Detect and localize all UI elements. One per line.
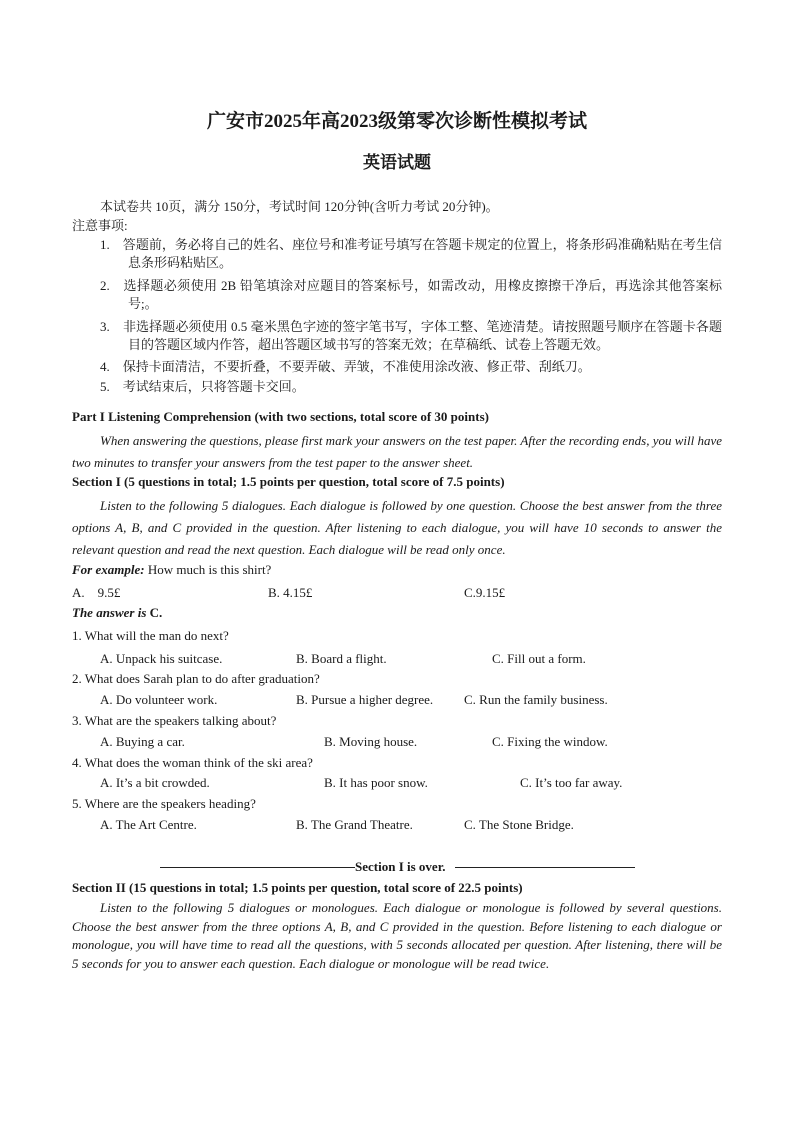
question-3-option-b: B. Moving house. [324, 734, 418, 749]
section2-heading: Section II (15 questions in total; 1.5 points per question, total score of 22.5 points) [72, 880, 523, 895]
example-option-c: C.9.15£ [464, 585, 506, 600]
question-2-option-b: B. Pursue a higher degree. [296, 692, 434, 707]
question-4-option-b: B. It has poor snow. [324, 775, 428, 790]
note-item: 4. 保持卡面清洁，不要折叠，不要弄破、弄皱，不准使用涂改液、修正带、刮纸刀。 [100, 359, 591, 374]
question-5-option-a: A. The Art Centre. [100, 817, 197, 832]
question-5: 5. Where are the speakers heading? [72, 796, 256, 811]
answer-label: The answer is [72, 605, 147, 620]
note-text: 2. 选择题必须使用 2B 铅笔填涂对应题目的答案标号，如需改动，用橡皮擦擦干净后，再选涂其他答案标号;。 [100, 278, 722, 311]
exam-title: 广安市2025年高2023级第零次诊断性模拟考试 [206, 111, 587, 132]
exam-summary: 本试卷共 10页，满分 150分，考试时间 120分钟(含听力考试 20分钟)。 [100, 199, 499, 214]
section1-heading: Section I (5 questions in total; 1.5 points per question, total score of 7.5 points) [72, 474, 505, 489]
note-item [72, 236, 722, 272]
question-2-option-c: C. Run the family business. [464, 692, 608, 707]
note-text: 1. 答题前，务必将自己的姓名、座位号和准考证号填写在答题卡规定的位置上，将条形码准确粘贴在考生信息条形码粘贴区。 [100, 237, 722, 270]
section1-instructions: Listen to the following 5 dialogues. Each dialogue is followed by one question. Choose the best answer from the three options A, B, and C provided in the question. After listening to each dialogue, you will have 10 seconds to answer the relevant question and read the next question. Each dialogue will be read only once. [72, 498, 722, 557]
note-item [72, 318, 722, 354]
example-question-text: How much is this shirt? [144, 562, 272, 577]
answer-value: C. [146, 605, 163, 620]
divider-right [455, 867, 635, 868]
question-3-option-c: C. Fixing the window. [492, 734, 608, 749]
example-option-a: A. 9.5£ [72, 585, 121, 600]
question-4-option-a: A. It’s a bit crowded. [100, 775, 210, 790]
question-1-option-b: B. Board a flight. [296, 651, 387, 666]
note-item: 5. 考试结束后，只将答题卡交回。 [100, 379, 305, 394]
exam-subtitle: 英语试题 [363, 153, 431, 172]
note-item [72, 277, 722, 313]
question-1-option-c: C. Fill out a form. [492, 651, 586, 666]
question-4-option-c: C. It’s too far away. [520, 775, 623, 790]
divider-left [160, 867, 355, 868]
question-4: 4. What does the woman think of the ski area? [72, 755, 313, 770]
question-2-option-a: A. Do volunteer work. [100, 692, 218, 707]
section2-instructions: Listen to the following 5 dialogues or monologues. Each dialogue or monologue is followed by several questions. Choose the best answer from the three options A, B, and C provided in the question. Before listening to each dialogue or monologue, you will have time to read all the questions, with 5 seconds allocated per question. After listening, there will be 5 seconds for you to answer each question. Each dialogue or monologue will be read twice. [72, 900, 722, 971]
question-5-option-b: B. The Grand Theatre. [296, 817, 413, 832]
section1-end-text: Section I is over. [355, 859, 446, 874]
question-3-option-a: A. Buying a car. [100, 734, 185, 749]
example-option-b: B. 4.15£ [268, 585, 313, 600]
part1-heading: Part I Listening Comprehension (with two sections, total score of 30 points) [72, 409, 489, 424]
question-1-option-a: A. Unpack his suitcase. [100, 651, 223, 666]
question-1: 1. What will the man do next? [72, 628, 229, 643]
example-answer [72, 604, 722, 622]
part1-instructions: When answering the questions, please first mark your answers on the test paper. After the recording ends, you will have two minutes to transfer your answers from the test paper to the answer sheet. [72, 433, 723, 470]
example-label: For example: [72, 562, 145, 577]
notes-label: 注意事项: [72, 218, 128, 233]
note-text: 3. 非选择题必须使用 0.5 毫米黑色字迹的签字笔书写，字体工整、笔迹清楚。请按照题号顺序在答题卡各题目的答题区域内作答，超出答题区域书写的答案无效；在草稿纸、试卷上答题无效。 [100, 319, 722, 352]
question-2: 2. What does Sarah plan to do after graduation? [72, 671, 320, 686]
question-5-option-c: C. The Stone Bridge. [464, 817, 574, 832]
question-3: 3. What are the speakers talking about? [72, 713, 277, 728]
example-question [72, 561, 722, 579]
